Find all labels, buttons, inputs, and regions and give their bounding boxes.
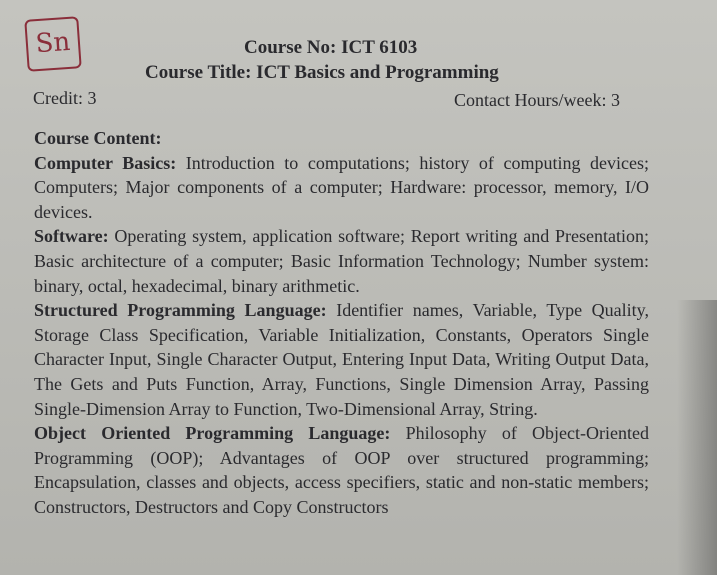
section-text: Philosophy of Object-Oriented Programming (OOP); Advantages of OOP over structured programming; Encapsulation, classes and objects, access specifiers, static and non-static members; Constructors, Destructors and Copy Constructors	[34, 423, 649, 517]
section-text: Introduction to computations; history of computing devices; Computers; Major components of a computer; Hardware: processor, memory, I/O devices.	[34, 152, 649, 222]
section-text: Operating system, application software; Report writing and Presentation; Basic architecture of a computer; Basic Information Technology; Number system: binary, octal, hexadecimal, binary arithmetic.	[34, 226, 649, 296]
course-content	[34, 126, 649, 520]
contact-hours: Contact Hours/week: 3	[454, 90, 620, 110]
section-text: Identifier names, Variable, Type Quality, Storage Class Specification, Variable Initialization, Constants, Operators Single Character Input, Single Character Output, Entering Input Data, Writing Output Data, The Gets and Puts Function, Array, Functions, Single Dimension Array, Passing Single-Dimension Array to Function, Two-Dimensional Array, String.	[34, 300, 649, 419]
section-label: Software:	[34, 226, 109, 247]
section-label: Object Oriented Programming Language:	[34, 423, 391, 444]
section-label: Computer Basics:	[34, 152, 177, 173]
course-number: Course No: ICT 6103	[244, 37, 418, 58]
handwritten-initials-stamp: Sn	[24, 16, 81, 72]
section-structured-programming	[34, 298, 649, 421]
section-label: Structured Programming Language:	[34, 300, 327, 321]
course-title: Course Title: ICT Basics and Programming	[145, 62, 499, 83]
page-shadow	[677, 300, 717, 575]
credit: Credit: 3	[33, 88, 97, 108]
course-content-heading: Course Content:	[34, 128, 162, 148]
section-object-oriented-programming	[34, 421, 649, 519]
section-software	[34, 224, 649, 298]
section-computer-basics	[34, 151, 649, 225]
